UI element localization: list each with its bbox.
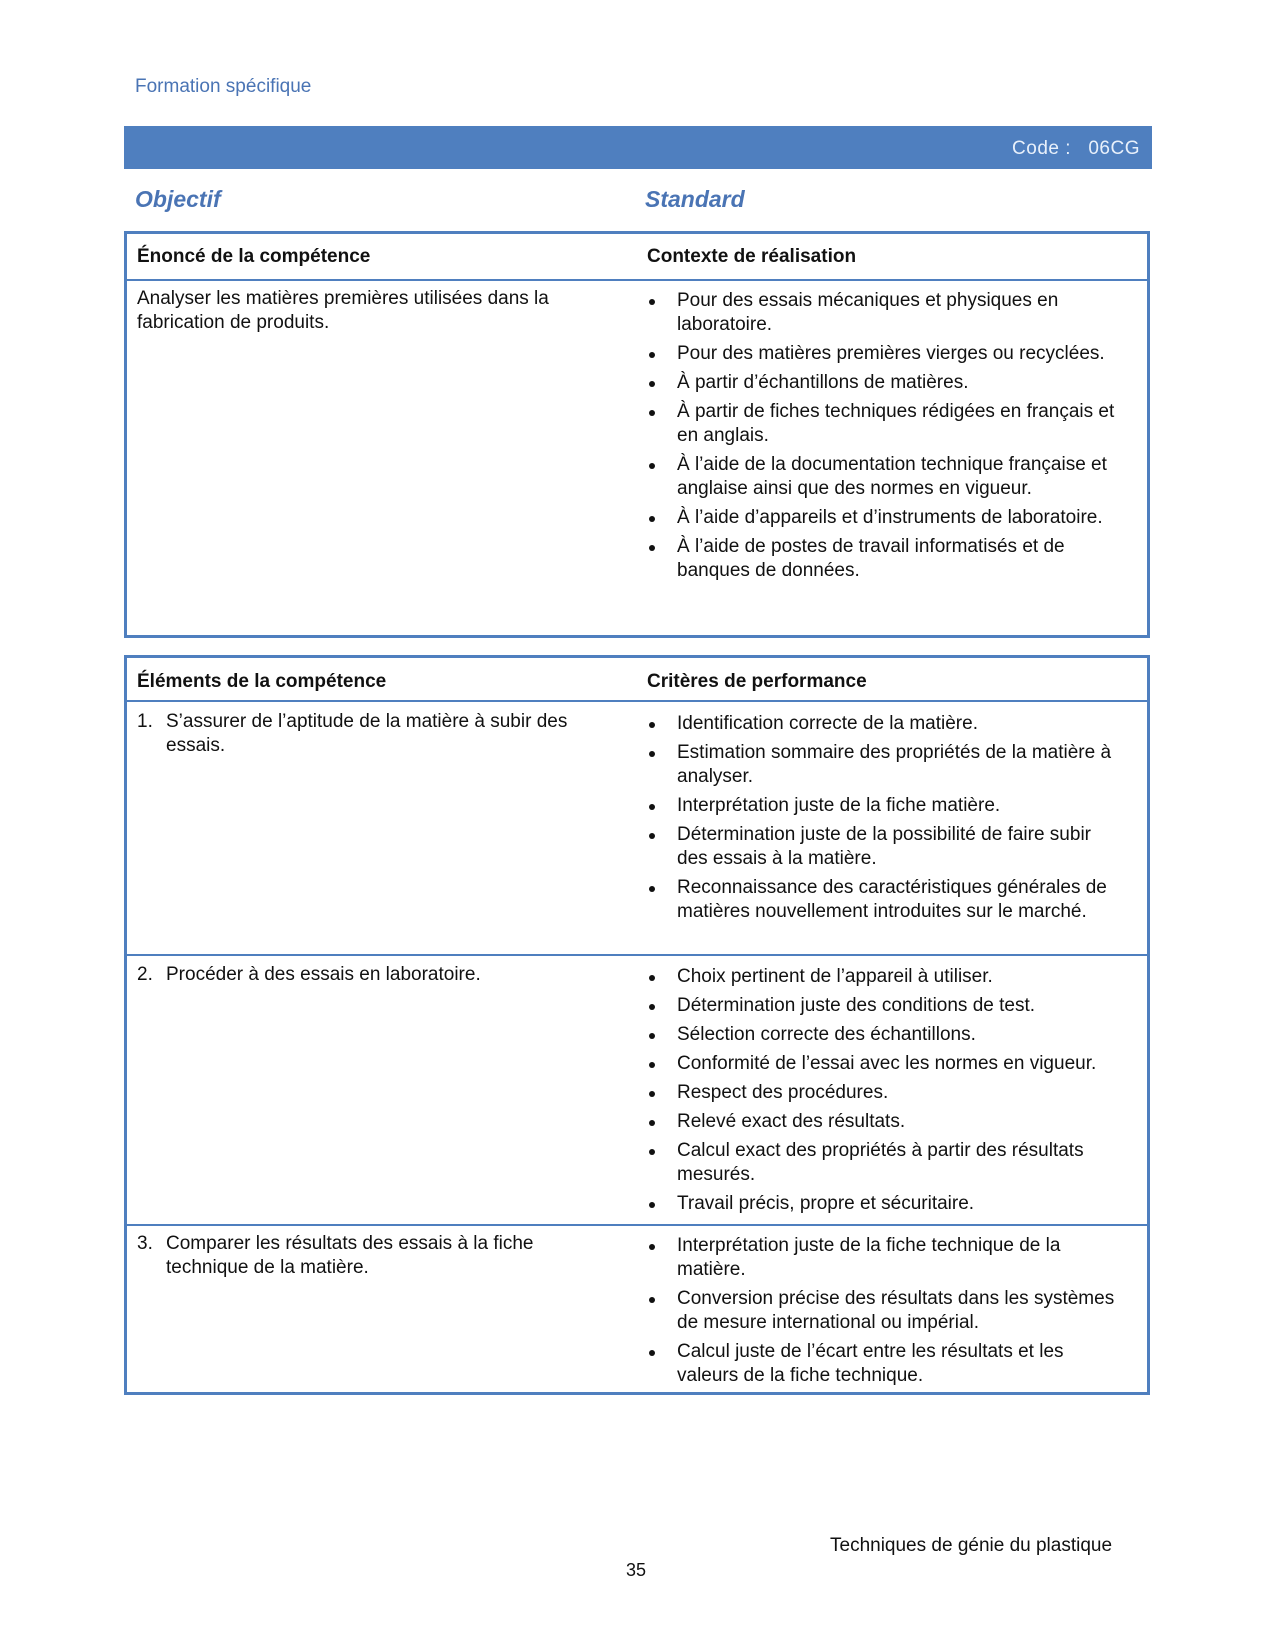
bullet-item: [647, 794, 1122, 818]
bullet-icon: [649, 352, 655, 358]
bullet-text: À l’aide d’appareils et d’instruments de laboratoire.: [677, 507, 1103, 528]
element-number: 2.: [137, 964, 153, 985]
bullet-text: Calcul juste de l’écart entre les résultats et les valeurs de la fiche technique.: [677, 1341, 1064, 1386]
bullet-item: [647, 1287, 1122, 1335]
bullet-text: Détermination juste des conditions de test.: [677, 995, 1036, 1016]
bullet-icon: [649, 1062, 655, 1068]
page-number: 35: [626, 1560, 647, 1580]
row-divider: [127, 1224, 1147, 1226]
elements-box: [124, 655, 1150, 1395]
bullet-item: [647, 994, 1122, 1018]
bullet-item: [647, 506, 1122, 530]
bullet-icon: [649, 722, 655, 728]
bullet-item: [647, 453, 1122, 501]
code-bar: [124, 126, 1152, 169]
bullet-icon: [649, 1004, 655, 1010]
bullet-item: [647, 400, 1122, 448]
bullet-text: Respect des procédures.: [677, 1082, 889, 1103]
bullet-icon: [649, 1202, 655, 1208]
element-text: Procéder à des essais en laboratoire.: [166, 964, 481, 985]
element-item: [137, 963, 607, 987]
bullet-icon: [649, 463, 655, 469]
bullet-text: Reconnaissance des caractéristiques générales de matières nouvellement introduites sur le marché.: [677, 877, 1107, 922]
bullet-text: Interprétation juste de la fiche matière.: [677, 795, 1001, 816]
context-list: [647, 289, 1122, 588]
bullet-item: [647, 1340, 1122, 1388]
bullet-item: [647, 342, 1122, 366]
header-divider: [127, 279, 1147, 281]
bullet-item: [647, 1192, 1122, 1216]
bullet-icon: [649, 1120, 655, 1126]
bullet-text: Interprétation juste de la fiche technique de la matière.: [677, 1235, 1061, 1280]
bullet-item: [647, 1110, 1122, 1134]
competency-statement: Analyser les matières premières utilisées dans la fabrication de produits.: [137, 288, 549, 333]
bullet-item: [647, 741, 1122, 789]
criteria-list: [647, 712, 1122, 929]
bullet-icon: [649, 410, 655, 416]
bullet-item: [647, 1234, 1122, 1282]
header-divider: [127, 700, 1147, 702]
criteria-header: Critères de performance: [647, 671, 867, 692]
statement-header: Énoncé de la compétence: [137, 246, 371, 267]
bullet-icon: [649, 833, 655, 839]
bullet-item: [647, 712, 1122, 736]
bullet-icon: [649, 1297, 655, 1303]
bullet-text: Conversion précise des résultats dans les systèmes de mesure international ou impérial.: [677, 1288, 1115, 1333]
bullet-icon: [649, 975, 655, 981]
bullet-text: Sélection correcte des échantillons.: [677, 1024, 976, 1045]
bullet-item: [647, 1081, 1122, 1105]
bullet-text: À partir d’échantillons de matières.: [677, 372, 969, 393]
bullet-item: [647, 1052, 1122, 1076]
bullet-text: Calcul exact des propriétés à partir des résultats mesurés.: [677, 1140, 1084, 1185]
bullet-item: [647, 823, 1122, 871]
bullet-icon: [649, 886, 655, 892]
bullet-text: Pour des matières premières vierges ou recyclées.: [677, 343, 1105, 364]
bullet-item: [647, 535, 1122, 583]
bullet-icon: [649, 381, 655, 387]
bullet-item: [647, 1139, 1122, 1187]
bullet-text: À l’aide de postes de travail informatisés et de banques de données.: [677, 536, 1065, 581]
bullet-text: Estimation sommaire des propriétés de la matière à analyser.: [677, 742, 1112, 787]
row-divider: [127, 954, 1147, 956]
bullet-icon: [649, 1149, 655, 1155]
element-number: 3.: [137, 1233, 153, 1254]
element-number: 1.: [137, 711, 153, 732]
bullet-icon: [649, 1244, 655, 1250]
bullet-text: Travail précis, propre et sécuritaire.: [677, 1193, 975, 1214]
section-label: Formation spécifique: [135, 76, 312, 97]
element-text: Comparer les résultats des essais à la fiche technique de la matière.: [166, 1233, 534, 1278]
bullet-item: [647, 1023, 1122, 1047]
bullet-text: Détermination juste de la possibilité de faire subir des essais à la matière.: [677, 824, 1091, 869]
bullet-icon: [649, 751, 655, 757]
statement-box: [124, 231, 1150, 638]
element-item: [137, 1232, 607, 1280]
bullet-text: Relevé exact des résultats.: [677, 1111, 906, 1132]
element-item: [137, 710, 607, 758]
bullet-text: Pour des essais mécaniques et physiques en laboratoire.: [677, 290, 1059, 335]
elements-header: Éléments de la compétence: [137, 671, 387, 692]
bullet-text: À l’aide de la documentation technique française et anglaise ainsi que des normes en vigueur.: [677, 454, 1107, 499]
standard-heading: Standard: [645, 186, 745, 212]
criteria-list: [647, 1234, 1122, 1393]
bullet-text: À partir de fiches techniques rédigées en français et en anglais.: [677, 401, 1115, 446]
bullet-text: Choix pertinent de l’appareil à utiliser.: [677, 966, 993, 987]
element-text: S’assurer de l’aptitude de la matière à subir des essais.: [166, 711, 568, 756]
bullet-item: [647, 876, 1122, 924]
code-value: 06CG: [1088, 138, 1140, 159]
bullet-icon: [649, 545, 655, 551]
bullet-icon: [649, 299, 655, 305]
competency-code: [1012, 138, 1140, 160]
bullet-icon: [649, 516, 655, 522]
bullet-item: [647, 289, 1122, 337]
objective-heading: Objectif: [135, 186, 221, 212]
bullet-icon: [649, 804, 655, 810]
bullet-icon: [649, 1033, 655, 1039]
code-label: Code :: [1012, 138, 1072, 159]
bullet-icon: [649, 1091, 655, 1097]
bullet-icon: [649, 1350, 655, 1356]
bullet-item: [647, 965, 1122, 989]
bullet-text: Conformité de l’essai avec les normes en vigueur.: [677, 1053, 1097, 1074]
context-header: Contexte de réalisation: [647, 246, 857, 267]
bullet-item: [647, 371, 1122, 395]
program-name: Techniques de génie du plastique: [830, 1535, 1113, 1556]
bullet-text: Identification correcte de la matière.: [677, 713, 978, 734]
criteria-list: [647, 965, 1122, 1221]
